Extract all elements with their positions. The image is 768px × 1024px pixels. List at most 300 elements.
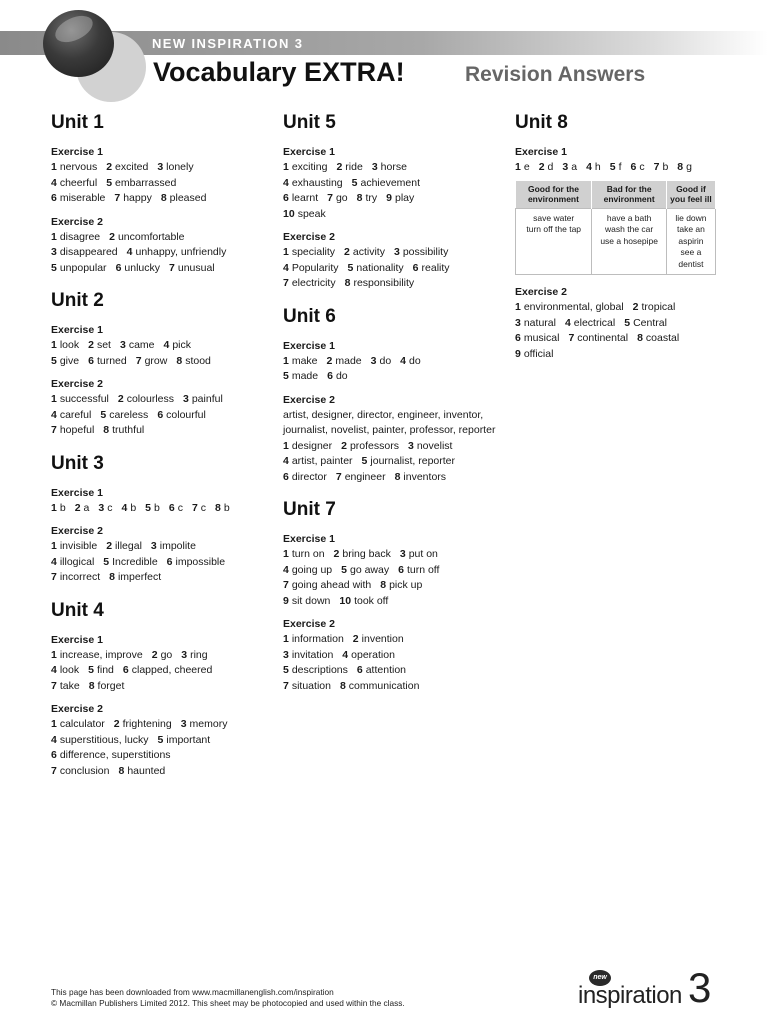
- answer-number: 6: [327, 370, 333, 382]
- answer-item: [283, 355, 318, 367]
- unit-title: Unit 2: [51, 290, 104, 311]
- answer-text: made: [291, 370, 319, 382]
- answer-item: [51, 765, 109, 777]
- page-subtitle: Revision Answers: [465, 63, 646, 86]
- unit-section: [283, 110, 511, 292]
- answer-text: pleased: [169, 192, 207, 204]
- answer-item: [380, 579, 422, 591]
- answer-item: [51, 749, 171, 761]
- answer-number: 4: [51, 555, 57, 568]
- answer-item: [51, 664, 79, 676]
- answer-text: excited: [115, 161, 149, 173]
- answer-item: [539, 161, 554, 173]
- answer-item: [51, 649, 143, 661]
- answer-item: [340, 680, 419, 692]
- exercise-title: Exercise 1: [283, 533, 335, 545]
- answer-text: operation: [351, 648, 395, 661]
- answer-text: haunted: [127, 764, 166, 777]
- answer-text: difference, superstitions: [59, 749, 171, 761]
- exercise-block: [51, 377, 279, 439]
- answer-text: calculator: [59, 718, 105, 730]
- logo-badge: new: [589, 970, 611, 986]
- answer-item: [51, 556, 94, 568]
- answer-text: unhappy, unfriendly: [135, 246, 227, 258]
- answer-number: 5: [88, 664, 94, 676]
- answer-number: 4: [283, 176, 289, 189]
- answer-number: 8: [103, 424, 110, 436]
- answer-text: attention: [365, 664, 407, 676]
- answer-number: 7: [51, 679, 57, 692]
- column-3: [515, 110, 743, 374]
- answer-item: [51, 231, 100, 243]
- answer-line: [515, 160, 743, 176]
- answer-item: [515, 332, 559, 344]
- unit-title: Unit 6: [283, 305, 336, 327]
- word-list: artist, designer, director, engineer, inventor, journalist, novelist, painter, professor, reporter: [283, 408, 496, 436]
- exercise-block: [283, 617, 511, 694]
- answer-text: Incredible: [112, 555, 158, 568]
- answer-number: 2: [117, 393, 124, 405]
- answer-number: 5: [145, 501, 151, 514]
- answer-text: unpopular: [59, 261, 107, 274]
- answer-item: [654, 161, 669, 173]
- answer-text: natural: [523, 316, 556, 329]
- answer-number: 3: [393, 246, 400, 258]
- answer-text: c: [639, 161, 645, 173]
- answer-text: coastal: [645, 332, 680, 344]
- answer-number: 4: [51, 664, 57, 676]
- answer-text: a: [83, 501, 90, 514]
- answer-number: 7: [191, 501, 198, 514]
- answer-item: [51, 192, 105, 204]
- answer-text: going ahead with: [291, 579, 372, 591]
- answer-item: [51, 680, 80, 692]
- table-cell-line: lie down: [675, 212, 707, 223]
- answer-text: important: [166, 733, 211, 746]
- answer-text: going up: [291, 563, 333, 576]
- answer-item: [169, 262, 215, 274]
- answer-number: 3: [370, 354, 377, 367]
- table-cell-line: turn off the tap: [526, 224, 582, 234]
- answer-line: [51, 648, 279, 664]
- answer-number: 5: [361, 455, 368, 467]
- answer-number: 7: [335, 470, 342, 483]
- answer-number: 6: [88, 354, 94, 367]
- answer-line: [51, 748, 279, 764]
- answer-number: 6: [168, 501, 175, 514]
- answer-number: 8: [637, 332, 643, 344]
- answer-text: grow: [144, 354, 168, 367]
- inspiration-logo: [578, 964, 728, 1012]
- answer-text: inventors: [403, 470, 447, 483]
- answer-item: [51, 161, 97, 173]
- unit-section: [51, 598, 279, 780]
- answer-number: 2: [74, 501, 81, 514]
- answer-item: [152, 649, 173, 661]
- answer-item: [515, 161, 530, 173]
- answer-item: [398, 564, 439, 576]
- answer-item: [123, 664, 212, 676]
- column-1: [51, 110, 279, 791]
- answer-text: unusual: [177, 261, 215, 274]
- answer-text: b: [59, 501, 66, 514]
- answer-line: [515, 331, 743, 347]
- answer-text: speak: [297, 207, 326, 220]
- answer-item: [334, 548, 391, 560]
- answer-item: [176, 355, 211, 367]
- unit-section: [51, 288, 279, 439]
- answer-text: speciality: [291, 246, 336, 258]
- answer-line: [283, 648, 511, 664]
- answer-item: [283, 595, 330, 607]
- answer-text: miserable: [59, 192, 106, 204]
- answer-number: 1: [51, 718, 57, 730]
- table-header: Good for the environment: [516, 181, 592, 209]
- answer-number: 7: [568, 332, 575, 344]
- answer-text: take: [59, 679, 80, 692]
- answer-text: try: [365, 192, 378, 204]
- answer-item: [118, 393, 174, 405]
- exercise-title: Exercise 2: [51, 703, 103, 715]
- answer-text: disappeared: [59, 246, 118, 258]
- answer-text: designer: [291, 439, 333, 452]
- answer-text: pick up: [389, 579, 423, 591]
- answer-text: c: [177, 501, 183, 514]
- answer-number: 7: [114, 192, 121, 204]
- answer-line: [51, 245, 279, 261]
- answer-item: [352, 177, 420, 189]
- answer-line: [51, 392, 279, 408]
- answer-number: 2: [352, 633, 359, 645]
- answer-text: go: [335, 192, 348, 204]
- answer-item: [51, 540, 97, 552]
- answer-item: [283, 579, 371, 591]
- answer-line: [51, 176, 279, 192]
- answer-number: 5: [341, 563, 347, 576]
- answer-number: 5: [347, 261, 354, 274]
- answer-number: 3: [181, 648, 188, 661]
- answer-line: [51, 261, 279, 277]
- answer-number: 3: [183, 393, 189, 405]
- answer-text: reality: [421, 261, 450, 274]
- answer-item: [51, 355, 79, 367]
- answer-item: [624, 317, 667, 329]
- answer-text: c: [107, 501, 113, 514]
- table-cell-line: see a dentist: [678, 247, 704, 269]
- answer-item: [114, 718, 172, 730]
- answer-number: 6: [51, 192, 57, 204]
- answer-text: invention: [361, 633, 404, 645]
- answer-line: [51, 539, 279, 555]
- answer-number: 6: [122, 664, 129, 676]
- answer-text: electrical: [573, 316, 616, 329]
- answer-number: 4: [586, 161, 592, 173]
- answer-text: incorrect: [59, 571, 101, 583]
- exercise-title: Exercise 2: [283, 231, 335, 243]
- answer-line: [283, 632, 511, 648]
- answer-item: [283, 649, 333, 661]
- logo-word: inspiration: [578, 982, 682, 1009]
- answer-text: director: [291, 470, 327, 483]
- answer-number: 2: [538, 161, 545, 173]
- answer-item: [106, 161, 148, 173]
- logo-number: 3: [688, 964, 712, 1011]
- answer-number: 7: [283, 277, 289, 289]
- answer-number: 8: [677, 161, 684, 173]
- answer-text: forget: [97, 679, 125, 692]
- answer-item: [106, 540, 142, 552]
- answer-text: possibility: [402, 246, 449, 258]
- answer-text: increase, improve: [59, 648, 143, 661]
- unit-title: Unit 5: [283, 112, 336, 133]
- answer-item: [51, 502, 66, 514]
- answer-number: 3: [157, 161, 164, 173]
- answer-item: [400, 355, 421, 367]
- answer-item: [336, 471, 386, 483]
- answer-text: put on: [408, 548, 438, 560]
- answer-number: 5: [157, 733, 164, 746]
- answer-text: embarrassed: [115, 176, 177, 189]
- answer-number: 6: [283, 470, 289, 483]
- answer-item: [394, 246, 448, 258]
- answer-line: [51, 354, 279, 370]
- answer-number: 3: [283, 648, 289, 661]
- exercise-block: [51, 633, 279, 695]
- answer-item: [51, 571, 100, 583]
- answer-number: 5: [624, 316, 631, 329]
- answer-number: 6: [115, 261, 122, 274]
- answer-number: 8: [339, 679, 346, 692]
- answer-line: [51, 555, 279, 571]
- footer-copyright: © Macmillan Publishers Limited 2012. This sheet may be photocopied and used within the class.: [51, 998, 405, 1008]
- answer-item: [342, 649, 395, 661]
- answer-text: made: [335, 354, 362, 367]
- answer-item: [327, 192, 348, 204]
- answer-number: 2: [632, 301, 639, 313]
- answer-number: 9: [515, 347, 521, 360]
- exercise-title: Exercise 2: [51, 378, 103, 390]
- answer-line: [283, 276, 511, 292]
- answer-line: [283, 369, 511, 385]
- exercise-title: Exercise 1: [515, 146, 567, 158]
- exercise-block: [283, 393, 511, 486]
- answer-text: memory: [189, 718, 228, 730]
- answer-item: [515, 317, 556, 329]
- answer-text: turned: [96, 354, 127, 367]
- exercise-block: [283, 532, 511, 609]
- answer-item: [151, 540, 196, 552]
- answer-number: 3: [98, 501, 105, 514]
- answer-item: [157, 161, 193, 173]
- answer-text: musical: [523, 332, 560, 344]
- answer-item: [114, 192, 151, 204]
- answer-number: 7: [135, 354, 142, 367]
- answer-item: [283, 277, 336, 289]
- answer-number: 4: [51, 733, 57, 746]
- answer-number: 7: [327, 192, 333, 204]
- answer-item: [51, 339, 79, 351]
- answer-number: 5: [351, 176, 358, 189]
- answer-line: [515, 316, 743, 332]
- answer-text: Central: [633, 316, 667, 329]
- answer-number: 8: [160, 192, 167, 204]
- answer-number: 8: [344, 277, 351, 289]
- answer-item: [400, 548, 438, 560]
- answer-item: [51, 177, 97, 189]
- answer-line: [51, 663, 279, 679]
- answer-line: [51, 230, 279, 246]
- answer-item: [103, 556, 157, 568]
- answer-text: environmental, global: [523, 301, 624, 313]
- answer-number: 8: [88, 679, 95, 692]
- answer-text: came: [128, 339, 155, 351]
- answer-line: [283, 454, 511, 470]
- exercise-title: Exercise 2: [283, 618, 335, 630]
- answer-item: [515, 348, 553, 360]
- answer-number: 2: [106, 540, 113, 552]
- answer-line: [283, 578, 511, 594]
- answer-text: stood: [185, 354, 211, 367]
- answer-number: 8: [380, 579, 387, 591]
- unit-title: Unit 1: [51, 112, 104, 133]
- answer-item: [103, 424, 144, 436]
- answer-text: superstitious, lucky: [59, 733, 149, 746]
- answer-number: 6: [157, 408, 164, 421]
- answer-number: 7: [653, 161, 660, 173]
- answer-item: [637, 332, 679, 344]
- answer-text: happy: [123, 192, 152, 204]
- answer-text: a: [571, 161, 578, 173]
- answer-item: [633, 301, 676, 313]
- answer-number: 10: [339, 594, 352, 607]
- answer-text: set: [96, 339, 111, 351]
- answer-item: [327, 355, 362, 367]
- answer-text: tropical: [641, 301, 676, 313]
- answer-line: [51, 501, 279, 517]
- answer-line: [51, 679, 279, 695]
- answer-number: 2: [326, 354, 333, 367]
- table-cell-line: use a hosepipe: [600, 235, 658, 246]
- answer-number: 1: [283, 633, 289, 645]
- answer-number: 2: [344, 246, 350, 258]
- answer-number: 5: [100, 408, 107, 421]
- answer-text: took off: [354, 594, 389, 607]
- exercise-title: Exercise 1: [51, 633, 103, 646]
- answer-item: [164, 339, 192, 351]
- answer-item: [109, 231, 184, 243]
- answer-line: [283, 160, 511, 176]
- column-2: [283, 110, 511, 706]
- answer-text: conclusion: [59, 764, 110, 777]
- exercise-title: Exercise 1: [51, 146, 103, 158]
- exercise-block: [515, 145, 743, 275]
- answer-number: 2: [113, 718, 120, 730]
- table-cell: [666, 208, 715, 275]
- answer-number: 2: [151, 648, 158, 661]
- answer-item: [167, 556, 225, 568]
- answer-text: artist, painter: [291, 455, 353, 467]
- answer-text: h: [594, 161, 601, 173]
- answer-text: hopeful: [59, 424, 95, 436]
- answer-item: [631, 161, 645, 173]
- answer-text: go away: [349, 563, 390, 576]
- answer-item: [283, 680, 331, 692]
- answer-text: disagree: [59, 230, 101, 243]
- answer-text: do: [335, 370, 348, 382]
- answer-number: 8: [176, 354, 183, 367]
- answer-item: [362, 455, 455, 467]
- answer-item: [283, 192, 318, 204]
- answer-number: 4: [51, 408, 57, 421]
- answer-text: play: [395, 192, 415, 204]
- answer-text: sit down: [291, 594, 331, 607]
- answer-item: [372, 161, 407, 173]
- unit-title: Unit 7: [283, 499, 336, 520]
- exercise-block: [283, 339, 511, 385]
- answer-number: 8: [356, 192, 363, 204]
- answer-number: 3: [180, 718, 187, 730]
- answer-text: unlucky: [124, 261, 161, 274]
- answer-line: [283, 547, 511, 563]
- answer-text: make: [291, 354, 318, 367]
- answer-text: give: [59, 354, 80, 367]
- answer-item: [677, 161, 692, 173]
- unit-title: Unit 8: [515, 112, 568, 133]
- answer-item: [562, 161, 577, 173]
- answer-item: [215, 502, 230, 514]
- answer-item: [283, 548, 325, 560]
- answer-item: [75, 502, 90, 514]
- answer-item: [283, 471, 327, 483]
- answer-text: pick: [172, 339, 192, 351]
- answer-number: 1: [283, 246, 289, 258]
- answer-number: 6: [166, 555, 173, 568]
- answer-item: [283, 208, 326, 220]
- answer-number: 1: [515, 161, 521, 173]
- answer-text: b: [223, 501, 230, 514]
- answer-item: [116, 262, 160, 274]
- unit-section: [51, 110, 279, 276]
- answer-text: careless: [109, 408, 149, 421]
- answer-item: [169, 502, 183, 514]
- table-cell-line: have a bath: [606, 212, 652, 223]
- answer-text: continental: [577, 332, 629, 344]
- exercise-block: [283, 145, 511, 222]
- answer-item: [88, 355, 127, 367]
- answer-number: 4: [283, 455, 289, 467]
- answer-item: [136, 355, 168, 367]
- unit-section: [283, 497, 511, 694]
- answer-item: [283, 455, 353, 467]
- answer-item: [345, 277, 415, 289]
- answer-number: 6: [283, 192, 289, 204]
- answer-item: [283, 262, 339, 274]
- answer-number: 6: [630, 161, 637, 173]
- unit-section: [283, 304, 511, 486]
- exercise-title: Exercise 2: [515, 286, 567, 298]
- answer-number: 5: [609, 161, 616, 173]
- table-header: Good if you feel ill: [666, 181, 715, 209]
- answer-number: 7: [169, 261, 175, 274]
- answer-item: [586, 161, 601, 173]
- answer-number: 4: [342, 648, 349, 661]
- answer-number: 2: [333, 548, 340, 560]
- answer-text: do: [409, 354, 421, 367]
- answer-number: 2: [106, 161, 113, 173]
- unit-section: [51, 451, 279, 586]
- answer-item: [283, 633, 344, 645]
- answer-item: [181, 649, 207, 661]
